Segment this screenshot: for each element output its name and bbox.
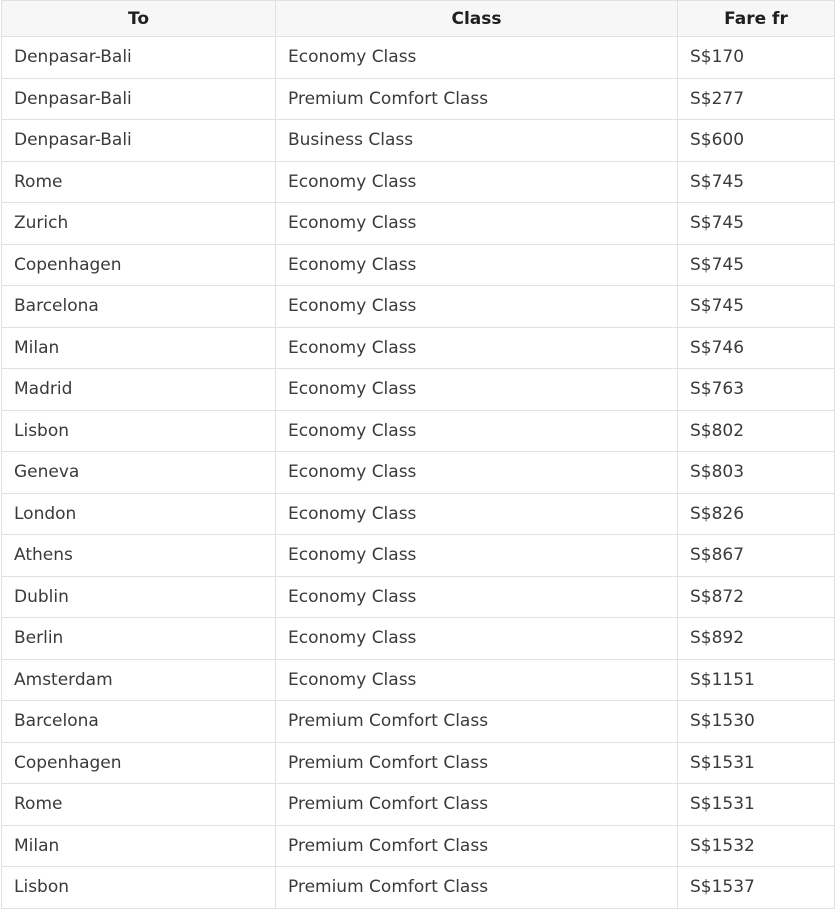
table-row: [2, 742, 835, 784]
fare-cell: S$277: [678, 78, 835, 120]
class-cell: Economy Class: [276, 452, 678, 494]
class-cell: Economy Class: [276, 618, 678, 660]
class-cell: Economy Class: [276, 410, 678, 452]
fare-cell: S$892: [678, 618, 835, 660]
class-cell: Premium Comfort Class: [276, 701, 678, 743]
class-cell: Economy Class: [276, 203, 678, 245]
fare-cell: S$1532: [678, 825, 835, 867]
fare-cell: S$170: [678, 37, 835, 79]
fare-cell: S$600: [678, 120, 835, 162]
class-cell: Premium Comfort Class: [276, 742, 678, 784]
fare-cell: S$1531: [678, 742, 835, 784]
destination-cell: Lisbon: [2, 867, 276, 909]
class-cell: Premium Comfort Class: [276, 784, 678, 826]
table-row: [2, 120, 835, 162]
fare-cell: S$826: [678, 493, 835, 535]
fare-cell: S$802: [678, 410, 835, 452]
destination-cell: London: [2, 493, 276, 535]
class-cell: Economy Class: [276, 576, 678, 618]
table-row: [2, 618, 835, 660]
table-row: [2, 410, 835, 452]
column-header-class: Class: [276, 1, 678, 37]
destination-cell: Lisbon: [2, 410, 276, 452]
fare-cell: S$1537: [678, 867, 835, 909]
column-header-fare: Fare fr: [678, 1, 835, 37]
header-row: [2, 1, 835, 37]
table-row: [2, 784, 835, 826]
destination-cell: Zurich: [2, 203, 276, 245]
table-header: [2, 1, 835, 37]
table-row: [2, 867, 835, 909]
fare-cell: S$745: [678, 161, 835, 203]
class-cell: Premium Comfort Class: [276, 867, 678, 909]
class-cell: Economy Class: [276, 493, 678, 535]
class-cell: Economy Class: [276, 161, 678, 203]
table-row: [2, 825, 835, 867]
table-row: [2, 452, 835, 494]
destination-cell: Copenhagen: [2, 244, 276, 286]
destination-cell: Rome: [2, 161, 276, 203]
class-cell: Economy Class: [276, 37, 678, 79]
class-cell: Economy Class: [276, 327, 678, 369]
class-cell: Economy Class: [276, 286, 678, 328]
table-row: [2, 286, 835, 328]
destination-cell: Barcelona: [2, 286, 276, 328]
destination-cell: Dublin: [2, 576, 276, 618]
fare-cell: S$746: [678, 327, 835, 369]
fare-cell: S$803: [678, 452, 835, 494]
table-row: [2, 369, 835, 411]
table-row: [2, 244, 835, 286]
table-row: [2, 659, 835, 701]
destination-cell: Milan: [2, 327, 276, 369]
fare-cell: S$763: [678, 369, 835, 411]
column-header-to: To: [2, 1, 276, 37]
destination-cell: Copenhagen: [2, 742, 276, 784]
fare-cell: S$745: [678, 286, 835, 328]
destination-cell: Denpasar-Bali: [2, 37, 276, 79]
table-row: [2, 701, 835, 743]
table-row: [2, 37, 835, 79]
class-cell: Premium Comfort Class: [276, 825, 678, 867]
table-row: [2, 78, 835, 120]
fare-cell: S$745: [678, 203, 835, 245]
fare-cell: S$1531: [678, 784, 835, 826]
class-cell: Premium Comfort Class: [276, 78, 678, 120]
destination-cell: Berlin: [2, 618, 276, 660]
fare-cell: S$867: [678, 535, 835, 577]
table-body: [2, 37, 835, 909]
destination-cell: Athens: [2, 535, 276, 577]
table-row: [2, 203, 835, 245]
destination-cell: Madrid: [2, 369, 276, 411]
destination-cell: Geneva: [2, 452, 276, 494]
destination-cell: Amsterdam: [2, 659, 276, 701]
destination-cell: Denpasar-Bali: [2, 78, 276, 120]
class-cell: Economy Class: [276, 535, 678, 577]
table-row: [2, 493, 835, 535]
fare-cell: S$872: [678, 576, 835, 618]
destination-cell: Denpasar-Bali: [2, 120, 276, 162]
class-cell: Economy Class: [276, 369, 678, 411]
table-row: [2, 327, 835, 369]
fares-table: [1, 0, 835, 909]
fare-cell: S$1530: [678, 701, 835, 743]
destination-cell: Rome: [2, 784, 276, 826]
fare-cell: S$1151: [678, 659, 835, 701]
destination-cell: Barcelona: [2, 701, 276, 743]
table-row: [2, 576, 835, 618]
class-cell: Economy Class: [276, 244, 678, 286]
fare-cell: S$745: [678, 244, 835, 286]
destination-cell: Milan: [2, 825, 276, 867]
table-row: [2, 161, 835, 203]
class-cell: Business Class: [276, 120, 678, 162]
table-row: [2, 535, 835, 577]
class-cell: Economy Class: [276, 659, 678, 701]
